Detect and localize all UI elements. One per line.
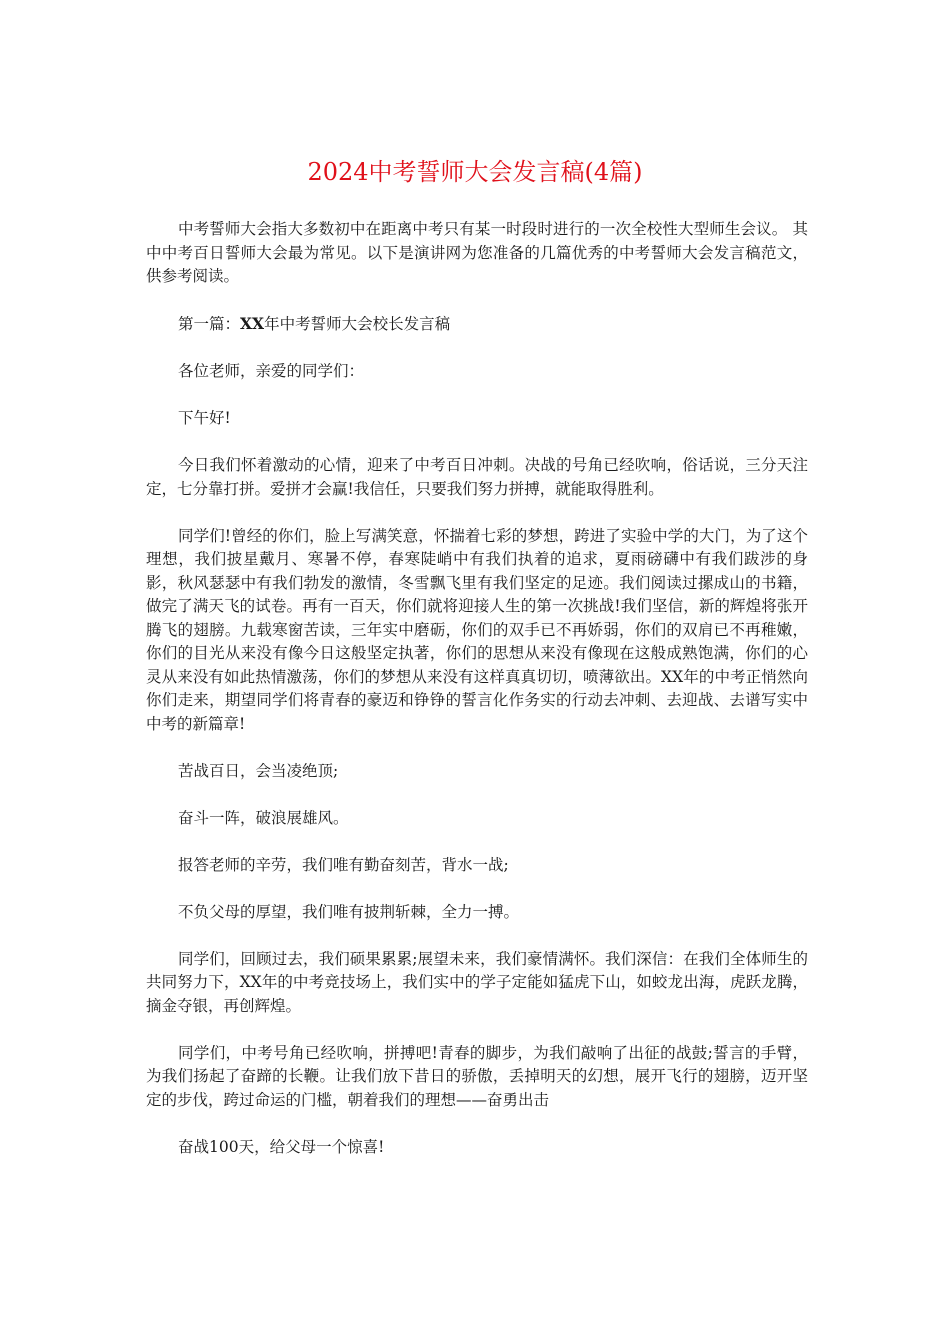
section-heading-suffix: 年中考誓师大会校长发言稿 (264, 315, 451, 333)
section-heading-bold: XX (240, 314, 265, 333)
body-paragraph: 同学们，回顾过去，我们硕果累累;展望未来，我们豪情满怀。我们深信：在我们全体师生的共同努力下，XX年的中考竞技场上，我们实中的学子定能如猛虎下山，如蛟龙出海，虎跃龙腾，摘金夺银，再创辉煌。 (146, 949, 808, 1015)
document-body (146, 218, 808, 1159)
verse-line: 不负父母的厚望，我们唯有披荆斩棘，全力一搏。 (178, 902, 520, 921)
document-title: 2024中考誓师大会发言稿(4篇) (307, 158, 643, 186)
verse-line: 奋斗一阵，破浪展雄风。 (178, 808, 349, 827)
verse-line: 苦战百日，会当凌绝顶; (178, 761, 339, 780)
body-paragraph: 同学们，中考号角已经吹响，拼搏吧!青春的脚步，为我们敲响了出征的战鼓;誓言的手臂，为我们扬起了奋蹄的长鞭。让我们放下昔日的骄傲，丢掉明天的幻想，展开飞行的翅膀，迈开坚定的步伐，跨过命运的门槛，朝着我们的理想——奋勇出击 (146, 1043, 808, 1109)
intro-paragraph: 中考誓师大会指大多数初中在距离中考只有某一时段时进行的一次全校性大型师生会议。 其中中考百日誓师大会最为常见。以下是演讲网为您准备的几篇优秀的中考誓师大会发言稿范文，供参考阅读。 (146, 220, 808, 285)
salutation-paragraph: 下午好! (178, 409, 231, 427)
verse-line: 报答老师的辛劳，我们唯有勤奋刻苦，背水一战; (178, 855, 509, 874)
closing-line: 奋战100天，给父母一个惊喜! (178, 1137, 385, 1156)
greeting-paragraph: 各位老师，亲爱的同学们： (178, 362, 365, 380)
body-paragraph: 今日我们怀着激动的心情，迎来了中考百日冲刺。决战的号角已经吹响，俗话说，三分天注定，七分靠打拼。爱拼才会赢!我信任，只要我们努力拼搏，就能取得胜利。 (146, 456, 808, 498)
section-heading (146, 312, 808, 337)
body-paragraph: 同学们!曾经的你们，脸上写满笑意，怀揣着七彩的梦想，跨进了实验中学的大门，为了这个理想，我们披星戴月、寒暑不停，春寒陡峭中有我们执着的追求，夏雨磅礴中有我们跋涉的身影，秋风瑟瑟中有我们勃发的激情，冬雪飘飞里有我们坚定的足迹。我们阅读过摞成山的书籍，做完了满天飞的试卷。再有一百天，你们就将迎接人生的第一次挑战!我们坚信，新的辉煌将张开腾飞的翅膀。九载寒窗苦读，三年实中磨砺，你们的双手已不再娇弱，你们的双肩已不再稚嫩，你们的目光从来没有像今日这般坚定执著，你们的思想从来没有像现在这般成熟饱满，你们的心灵从来没有如此热情激荡，你们的梦想从来没有这样真真切切，喷薄欲出。XX年的中考正悄然向你们走来，期望同学们将青春的豪迈和铮铮的誓言化作务实的行动去冲刺、去迎战、去谱写实中中考的新篇章! (146, 526, 808, 733)
section-heading-prefix: 第一篇： (178, 315, 241, 333)
